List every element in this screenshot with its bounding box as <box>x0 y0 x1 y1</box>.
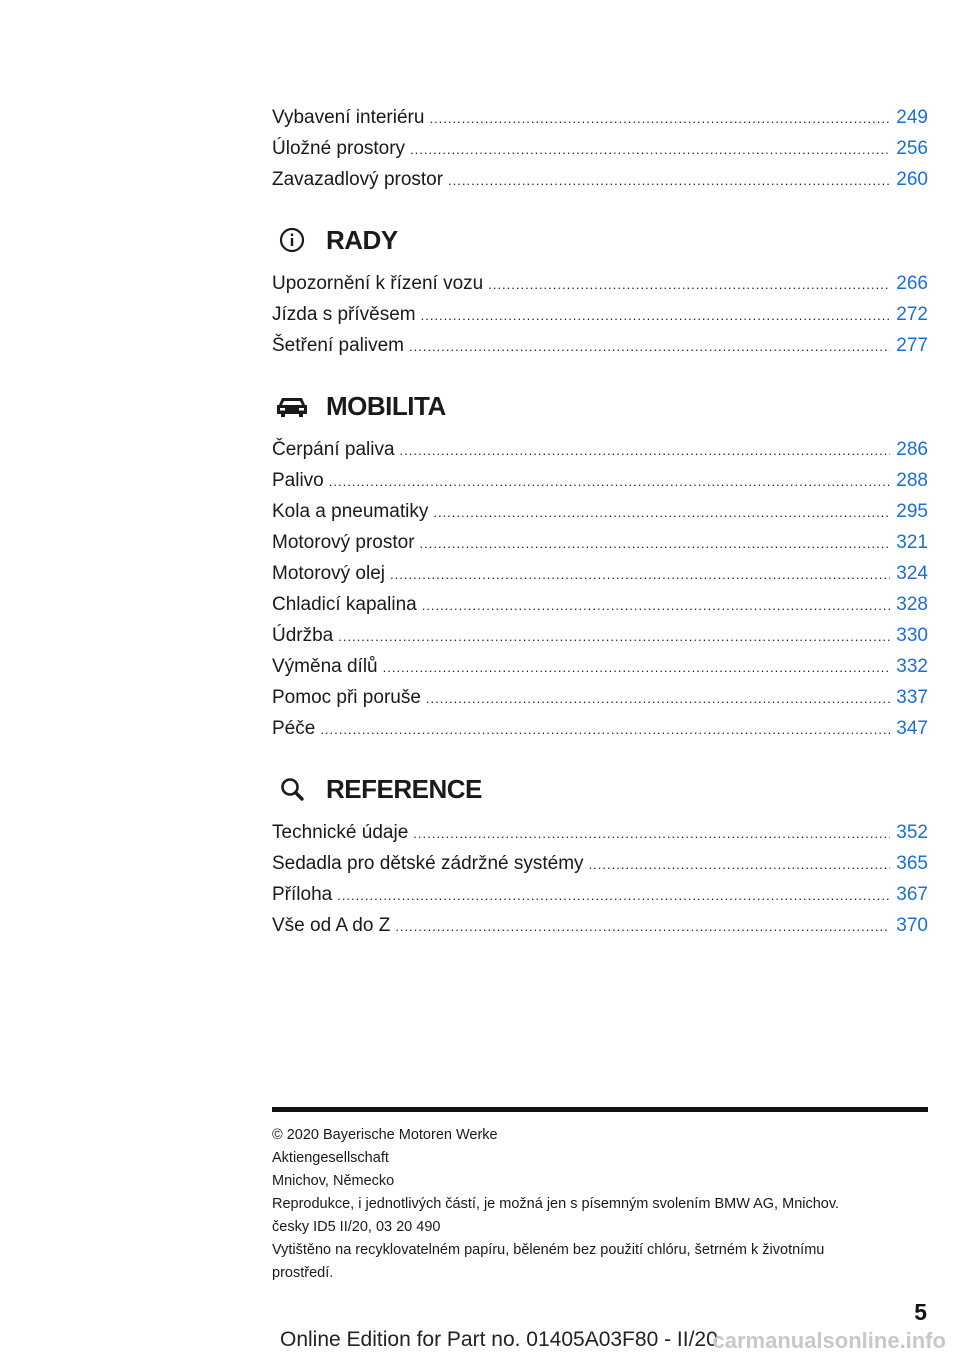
search-icon <box>272 771 312 807</box>
imprint-line: Mnichov, Německo <box>272 1173 395 1189</box>
toc-entry[interactable] <box>272 817 928 848</box>
dot-leader <box>421 300 891 331</box>
section-title: RADY <box>326 224 398 255</box>
dot-leader <box>426 683 890 714</box>
dot-leader <box>395 911 890 942</box>
toc-entry[interactable] <box>272 620 928 651</box>
imprint-divider <box>272 1107 928 1112</box>
toc-entry-label: Šetření palivem <box>272 335 405 356</box>
toc-page-link[interactable]: 352 <box>896 822 928 843</box>
toc-entry-label: Chladicí kapalina <box>272 594 417 615</box>
imprint-line: Vytištěno na recyklovatelném papíru, běleném bez použití chlóru, šetrném k životnímu <box>272 1242 825 1258</box>
dot-leader <box>410 134 890 165</box>
toc-intro-list <box>272 102 928 195</box>
toc-entry[interactable] <box>272 299 928 330</box>
toc-page-link[interactable]: 295 <box>896 501 928 522</box>
toc-page-link[interactable]: 288 <box>896 470 928 491</box>
toc-page-link[interactable]: 249 <box>896 107 928 128</box>
section-heading <box>272 222 928 258</box>
dot-leader <box>448 165 890 196</box>
imprint <box>272 1124 912 1285</box>
dot-leader <box>422 590 891 621</box>
dot-leader <box>338 621 890 652</box>
toc-page-link[interactable]: 260 <box>896 169 928 190</box>
toc-entry[interactable] <box>272 434 928 465</box>
toc-entry[interactable] <box>272 102 928 133</box>
toc-entry[interactable] <box>272 682 928 713</box>
section-heading <box>272 388 928 424</box>
watermark: carmanualsonline.info <box>712 1328 946 1353</box>
toc-entry-label: Jízda s přívěsem <box>272 304 416 325</box>
toc-page-link[interactable]: 286 <box>896 439 928 460</box>
toc-page-link[interactable]: 330 <box>896 625 928 646</box>
toc-page-link[interactable]: 277 <box>896 335 928 356</box>
dot-leader <box>390 559 890 590</box>
dot-leader <box>329 466 891 497</box>
toc-page-link[interactable]: 332 <box>896 656 928 677</box>
toc-entry-label: Vše od A do Z <box>272 915 391 936</box>
dot-leader <box>429 103 890 134</box>
toc-entry[interactable] <box>272 558 928 589</box>
dot-leader <box>433 497 890 528</box>
toc-entry[interactable] <box>272 848 928 879</box>
imprint-line: česky ID5 II/20, 03 20 490 <box>272 1219 441 1235</box>
section-title: REFERENCE <box>326 773 482 804</box>
toc-entry-label: Příloha <box>272 884 333 905</box>
imprint-line: © 2020 Bayerische Motoren Werke <box>272 1127 498 1143</box>
toc-page-link[interactable]: 365 <box>896 853 928 874</box>
toc-entry[interactable] <box>272 268 928 299</box>
car-icon <box>272 388 312 424</box>
section-heading <box>272 771 928 807</box>
toc-entry-label: Čerpání paliva <box>272 439 395 460</box>
toc-entry[interactable] <box>272 496 928 527</box>
toc-entry-label: Péče <box>272 718 316 739</box>
section-title: MOBILITA <box>326 390 446 421</box>
toc-entry-label: Úložné prostory <box>272 138 406 159</box>
toc-entry[interactable] <box>272 330 928 361</box>
imprint-line: prostředí. <box>272 1265 334 1281</box>
toc-page-link[interactable]: 367 <box>896 884 928 905</box>
table-of-contents <box>272 102 928 941</box>
toc-page-link[interactable]: 328 <box>896 594 928 615</box>
imprint-line: Aktiengesellschaft <box>272 1150 389 1166</box>
toc-entry[interactable] <box>272 713 928 744</box>
dot-leader <box>409 331 890 362</box>
toc-entry-label: Údržba <box>272 625 334 646</box>
toc-entry-label: Upozornění k řízení vozu <box>272 273 484 294</box>
dot-leader <box>400 435 891 466</box>
dot-leader <box>413 818 890 849</box>
toc-page-link[interactable]: 370 <box>896 915 928 936</box>
dot-leader <box>383 652 891 683</box>
dot-leader <box>420 528 891 559</box>
dot-leader <box>589 849 891 880</box>
toc-page-link[interactable]: 337 <box>896 687 928 708</box>
toc-entry[interactable] <box>272 910 928 941</box>
toc-entry[interactable] <box>272 465 928 496</box>
toc-entry[interactable] <box>272 589 928 620</box>
toc-page-link[interactable]: 266 <box>896 273 928 294</box>
toc-entry-label: Výměna dílů <box>272 656 378 677</box>
toc-sections <box>272 222 928 941</box>
toc-entry-label: Motorový olej <box>272 563 385 584</box>
toc-entry-label: Vybavení interiéru <box>272 107 425 128</box>
toc-entry[interactable] <box>272 133 928 164</box>
edition-note: Online Edition for Part no. 01405A03F80 - II/20 <box>280 1328 718 1351</box>
dot-leader <box>337 880 890 911</box>
toc-entry[interactable] <box>272 879 928 910</box>
toc-entry-label: Pomoc při poruše <box>272 687 421 708</box>
toc-entry[interactable] <box>272 651 928 682</box>
toc-page-link[interactable]: 272 <box>896 304 928 325</box>
page-number: 5 <box>914 1299 927 1325</box>
toc-entry[interactable] <box>272 164 928 195</box>
toc-page-link[interactable]: 256 <box>896 138 928 159</box>
toc-page-link[interactable]: 324 <box>896 563 928 584</box>
dot-leader <box>320 714 890 745</box>
info-icon <box>272 222 312 258</box>
toc-page-link[interactable]: 321 <box>896 532 928 553</box>
toc-entry-label: Zavazadlový prostor <box>272 169 444 190</box>
imprint-line: Reprodukce, i jednotlivých částí, je možná jen s písemným svolením BMW AG, Mnichov. <box>272 1196 840 1212</box>
dot-leader <box>488 269 890 300</box>
toc-entry-label: Palivo <box>272 470 324 491</box>
toc-entry-label: Motorový prostor <box>272 532 415 553</box>
toc-page-link[interactable]: 347 <box>896 718 928 739</box>
toc-entry-label: Kola a pneumatiky <box>272 501 429 522</box>
toc-entry[interactable] <box>272 527 928 558</box>
toc-entry-label: Sedadla pro dětské zádržné systémy <box>272 853 584 874</box>
toc-entry-label: Technické údaje <box>272 822 409 843</box>
